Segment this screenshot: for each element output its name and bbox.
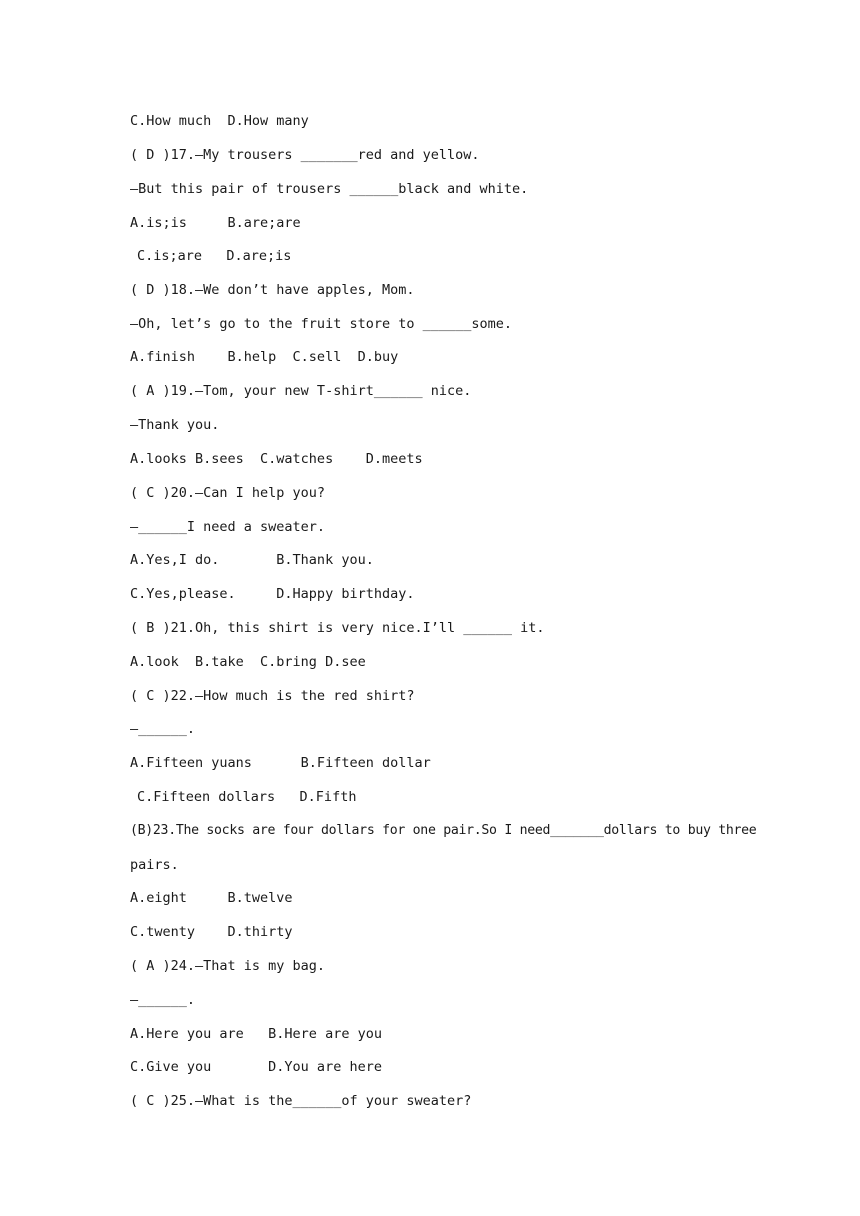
options-line: C.twenty D.thirty [130, 924, 293, 940]
text-line: —______. [130, 721, 196, 737]
options-line: A.Here you are B.Here are you [130, 1026, 382, 1042]
options-line: A.Yes,I do. B.Thank you. [130, 552, 374, 568]
options-line: A.look B.take C.bring D.see [130, 654, 366, 670]
question-24: ( A )24.—That is my bag. [130, 958, 326, 974]
options-line: A.Fifteen yuans B.Fifteen dollar [130, 755, 431, 771]
text-line: —Oh, let’s go to the fruit store to ______some. [130, 316, 513, 332]
options-line: A.eight B.twelve [130, 890, 293, 906]
question-20: ( C )20.—Can I help you? [130, 485, 326, 501]
question-23: (B)23.The socks are four dollars for one pair.So I need_______dollars to buy three [130, 823, 757, 838]
question-18: ( D )18.—We don’t have apples, Mom. [130, 282, 415, 298]
text-line: C.How much D.How many [130, 113, 309, 129]
question-25: ( C )25.—What is the______of your sweater? [130, 1093, 472, 1109]
options-line: A.looks B.sees C.watches D.meets [130, 451, 423, 467]
options-line: C.is;are D.are;is [137, 248, 292, 264]
text-line: —______I need a sweater. [130, 519, 326, 535]
options-line: A.finish B.help C.sell D.buy [130, 349, 399, 365]
question-17: ( D )17.—My trousers _______red and yellow. [130, 147, 480, 163]
text-line: —______. [130, 992, 196, 1008]
text-line: pairs. [130, 857, 179, 873]
question-19: ( A )19.—Tom, your new T-shirt______ nice. [130, 383, 472, 399]
options-line: C.Give you D.You are here [130, 1059, 382, 1075]
options-line: A.is;is B.are;are [130, 215, 301, 231]
text-line: —But this pair of trousers ______black and white. [130, 181, 529, 197]
question-21: ( B )21.Oh, this shirt is very nice.I’ll ______ it. [130, 620, 545, 636]
question-22: ( C )22.—How much is the red shirt? [130, 688, 415, 704]
options-line: C.Yes,please. D.Happy birthday. [130, 586, 415, 602]
text-line: —Thank you. [130, 417, 220, 433]
options-line: C.Fifteen dollars D.Fifth [137, 789, 357, 805]
